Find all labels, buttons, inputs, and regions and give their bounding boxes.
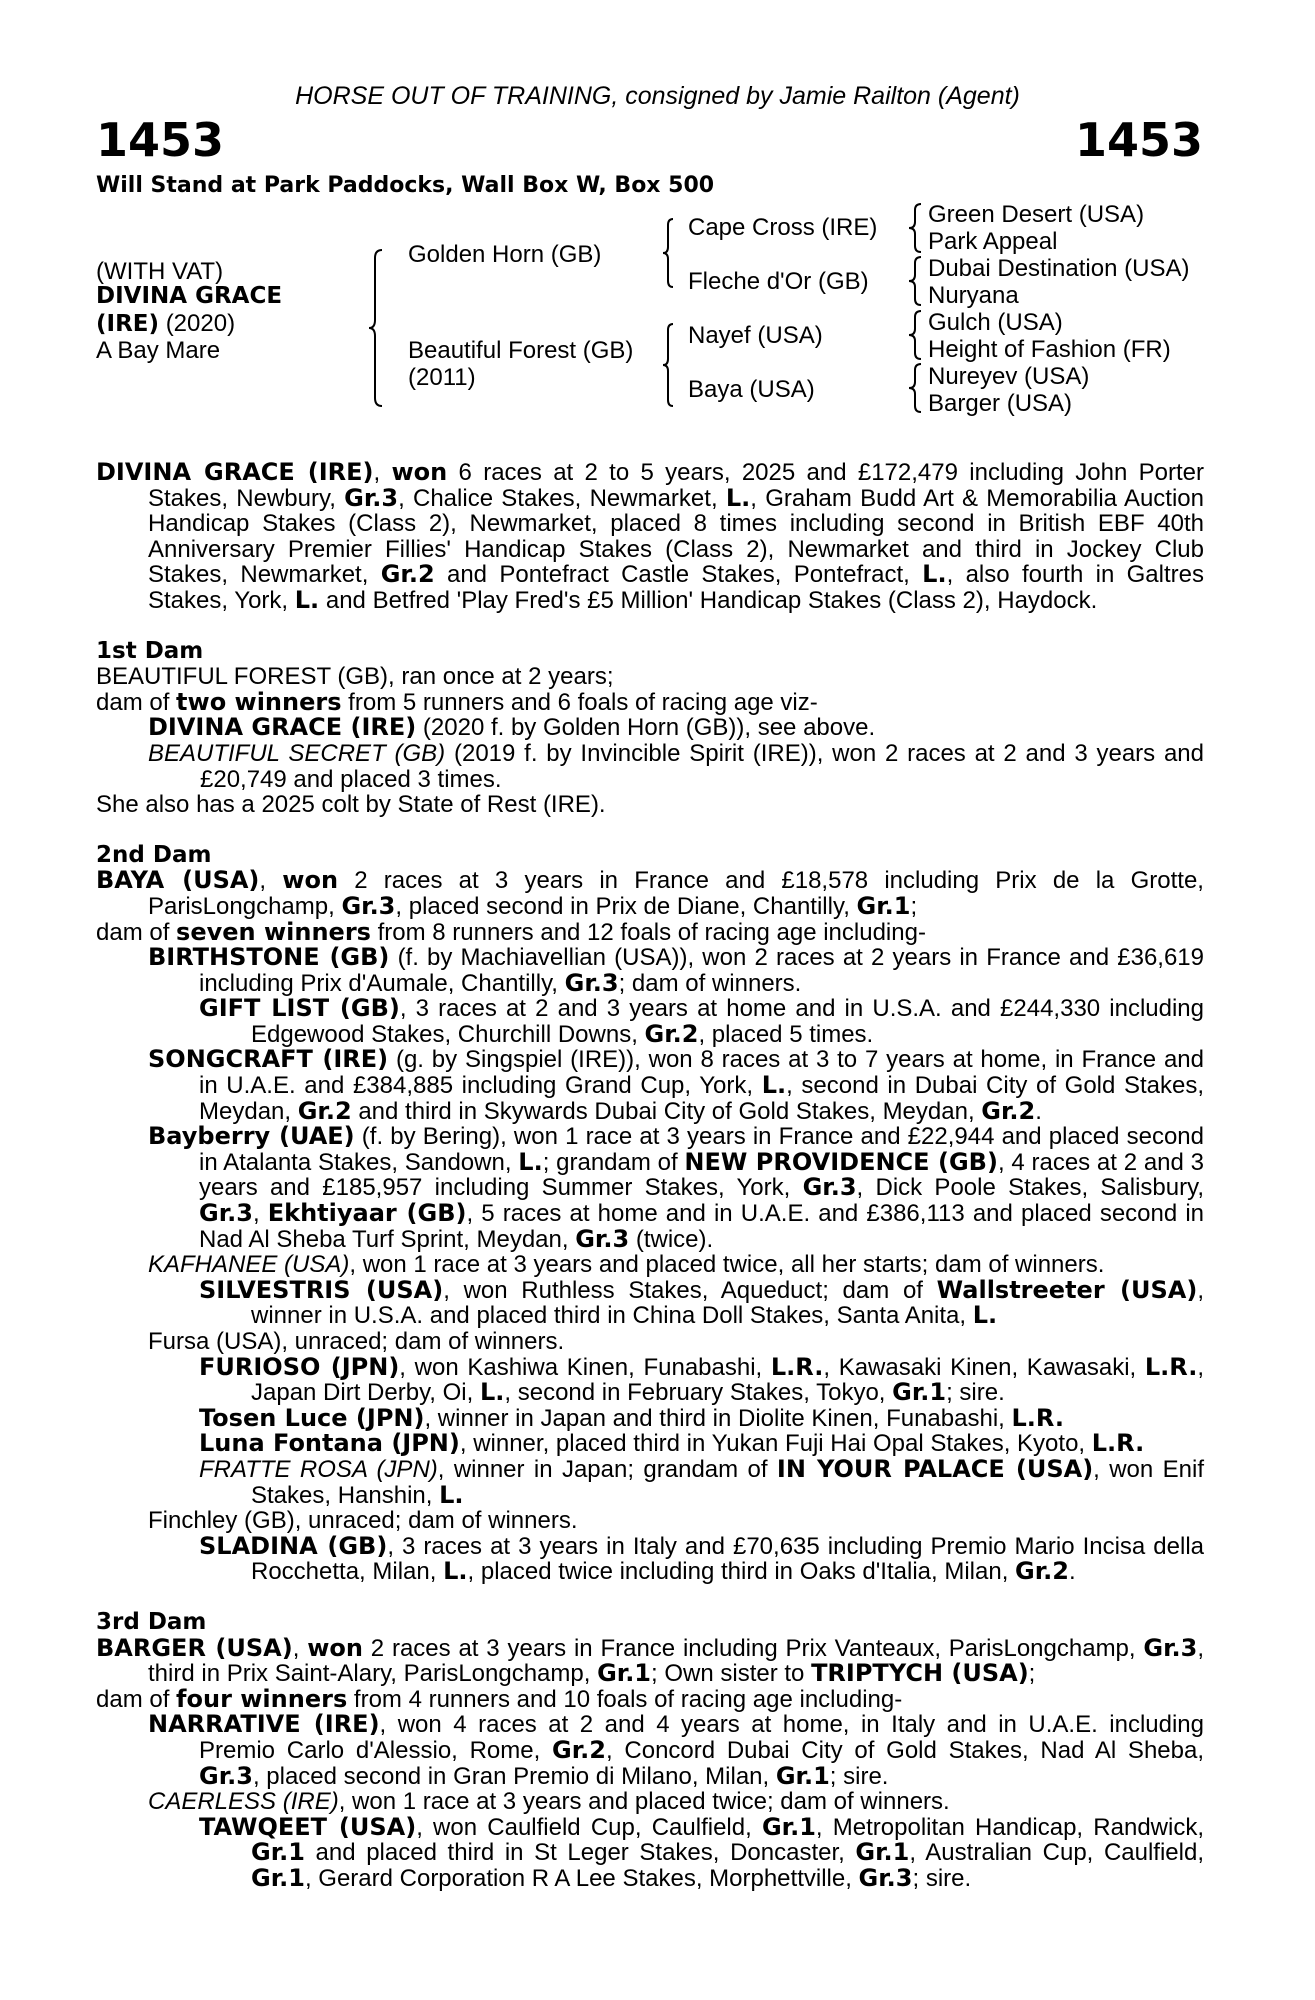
produce-divina-grace: DIVINA GRACE (IRE) (2020 f. by Golden Horn (GB)), see above. xyxy=(148,713,876,742)
first-dam-note: She also has a 2025 colt by State of Rest (IRE). xyxy=(96,791,606,819)
produce-kafhanee: KAFHANEE (USA), won 1 race at 3 years and placed twice, all her starts; dam of winners. xyxy=(148,1251,1105,1279)
horse-name: DIVINA GRACE xyxy=(96,283,283,309)
horse-country: (IRE) xyxy=(96,311,160,337)
pedigree-sire-dam: Fleche d'Or (GB) xyxy=(688,268,869,295)
horse-description: A Bay Mare xyxy=(96,337,221,364)
produce-silvestris: SILVESTRIS (USA), won Ruthless Stakes, Aqueduct; dam of Wallstreeter (USA), winner in U.S.A. and placed third in China Doll Stakes, Santa Anita, L. xyxy=(199,1275,1204,1330)
pedigree-brace-sd xyxy=(908,255,924,307)
lot-number-left: 1453 xyxy=(96,113,225,167)
pedigree-brace-sire xyxy=(662,217,676,289)
produce-birthstone: BIRTHSTONE (GB) (f. by Machiavellian (USA)), won 2 races at 2 years in France and £36,619 including Prix d'Aumale, Chantilly, Gr.3; dam of winners. xyxy=(148,943,1205,997)
pedigree-brace-dam xyxy=(662,322,676,408)
produce-songcraft: SONGCRAFT (IRE) (g. by Singspiel (IRE)), won 8 races at 3 to 7 years at home, in France and in U.A.E. and £384,885 including Grand Cup, York, L., second in Dubai City of Gold Stakes, Meydan, Gr.2 and third in Skywards Dubai City of Gold Stakes, Meydan, Gr.2. xyxy=(148,1045,1205,1125)
pedigree-brace-ss xyxy=(908,202,924,254)
pedigree-sire-sire: Cape Cross (IRE) xyxy=(688,214,878,241)
pedigree-sds: Dubai Destination (USA) xyxy=(928,255,1190,282)
horse-year: (2020) xyxy=(165,310,236,337)
horse-name-ref: DIVINA GRACE (IRE) xyxy=(96,458,374,486)
pedigree-brace-main xyxy=(368,248,388,408)
horse-summary: DIVINA GRACE (IRE), won 6 races at 2 to 5 years, 2025 and £172,479 including John Porter Stakes, Newbury, Gr.3, Chalice Stakes, Newmarket, L., Graham Budd Art & Memorabilia Auction Handicap Stakes (Class 2), Newmarket, placed 8 times including second in British EBF 40th Anniversary Premier Fillies' Handicap Stakes (Class 2), Newmarket and third in Jockey Club Stakes, Newmarket, Gr.2 and Pontefract Castle Stakes, Pontefract, L., also fourth in Galtres Stakes, York, L. and Betfred 'Play Fred's £5 Million' Handicap Stakes (Class 2), Haydock. xyxy=(96,458,1205,614)
produce-sladina: SLADINA (GB), 3 races at 3 years in Italy and £70,635 including Premio Mario Incisa della Rocchetta, Milan, L., placed twice including third in Oaks d'Italia, Milan, Gr.2. xyxy=(199,1531,1205,1586)
pedigree-dam-dam: Baya (USA) xyxy=(688,376,815,403)
lot-number-right: 1453 xyxy=(1074,113,1203,167)
produce-tawqeet: TAWQEET (USA), won Caulfield Cup, Caulfield, Gr.1, Metropolitan Handicap, Randwick, Gr.1 and placed third in St Leger Stakes, Doncaster, Gr.1, Australian Cup, Caulfield, Gr.1, Gerard Corporation R A Lee Stakes, Morphettville, Gr.3; sire. xyxy=(199,1812,1204,1892)
produce-fursa: Fursa (USA), unraced; dam of winners. xyxy=(148,1328,565,1355)
pedigree-sire: Golden Horn (GB) xyxy=(408,241,602,268)
first-dam-heading: 1st Dam xyxy=(96,637,204,664)
pedigree-dds: Nureyev (USA) xyxy=(928,363,1090,390)
pedigree-dss: Gulch (USA) xyxy=(928,309,1063,336)
produce-tosen-luce: Tosen Luce (JPN), winner in Japan and third in Diolite Kinen, Funabashi, L.R. xyxy=(199,1403,1064,1432)
produce-finchley: Finchley (GB), unraced; dam of winners. xyxy=(148,1507,578,1535)
produce-beautiful-secret: BEAUTIFUL SECRET (GB) (2019 f. by Invincible Spirit (IRE)), won 2 races at 2 and 3 years and £20,749 and placed 3 times. xyxy=(148,739,1204,793)
produce-furioso: FURIOSO (JPN), won Kashiwa Kinen, Funabashi, L.R., Kawasaki Kinen, Kawasaki, L.R., Japan Dirt Derby, Oi, L., second in February Stakes, Tokyo, Gr.1; sire. xyxy=(199,1352,1204,1407)
third-dam-produce-summary: dam of four winners from 4 runners and 10 foals of racing age including- xyxy=(96,1684,903,1713)
vat-label: (WITH VAT) xyxy=(96,258,224,285)
second-dam-heading: 2nd Dam xyxy=(96,841,212,868)
pedigree-brace-ds xyxy=(908,309,924,361)
produce-caerless: CAERLESS (IRE), won 1 race at 3 years and placed twice; dam of winners. xyxy=(148,1788,950,1816)
consignment-line: HORSE OUT OF TRAINING, consigned by Jamie Railton (Agent) xyxy=(295,82,1020,110)
second-dam-produce-summary: dam of seven winners from 8 runners and 12 foals of racing age including- xyxy=(96,917,926,946)
pedigree-dam-year: (2011) xyxy=(408,364,476,391)
pedigree-sdd: Nuryana xyxy=(928,282,1019,309)
pedigree-dam: Beautiful Forest (GB) xyxy=(408,337,634,364)
pedigree-sss: Green Desert (USA) xyxy=(928,201,1145,228)
stand-location: Will Stand at Park Paddocks, Wall Box W, Box 500 xyxy=(96,173,715,198)
first-dam-record: BEAUTIFUL FOREST (GB), ran once at 2 years; xyxy=(96,663,614,691)
produce-bayberry: Bayberry (UAE) (f. by Bering), won 1 race at 3 years in France and £22,944 and placed second in Atalanta Stakes, Sandown, L.; grandam of NEW PROVIDENCE (GB), 4 races at 2 and 3 years and £185,957 including Summer Stakes, York, Gr.3, Dick Poole Stakes, Salisbury, Gr.3, Ekhtiyaar (GB), 5 races at home and in U.A.E. and £386,113 and placed second in Nad Al Sheba Turf Sprint, Meydan, Gr.3 (twice). xyxy=(148,1122,1205,1253)
first-dam-produce-summary: dam of two winners from 5 runners and 6 foals of racing age viz- xyxy=(96,687,818,716)
third-dam-record: BARGER (USA), won 2 races at 3 years in France including Prix Vanteaux, ParisLongchamp, Gr.3, third in Prix Saint-Alary, ParisLongchamp, Gr.1; Own sister to TRIPTYCH (USA); xyxy=(96,1633,1205,1688)
pedigree-ddd: Barger (USA) xyxy=(928,390,1073,417)
produce-narrative: NARRATIVE (IRE), won 4 races at 2 and 4 years at home, in Italy and in U.A.E. including Premio Carlo d'Alessio, Rome, Gr.2, Concord Dubai City of Gold Stakes, Nad Al Sheba, Gr.3, placed second in Gran Premio di Milano, Milan, Gr.1; sire. xyxy=(148,1710,1204,1790)
pedigree-dsd: Height of Fashion (FR) xyxy=(928,336,1171,363)
pedigree-ssd: Park Appeal xyxy=(928,228,1058,255)
catalogue-body xyxy=(96,460,1204,1891)
pedigree-brace-dd xyxy=(908,362,924,414)
pedigree-dam-sire: Nayef (USA) xyxy=(688,322,823,349)
produce-luna-fontana: Luna Fontana (JPN), winner, placed third in Yukan Fuji Hai Opal Stakes, Kyoto, L.R. xyxy=(199,1429,1145,1458)
horse-origin xyxy=(96,310,235,338)
second-dam-record: BAYA (USA), won 2 races at 3 years in France and £18,578 including Prix de la Grotte, ParisLongchamp, Gr.3, placed second in Prix de Diane, Chantilly, Gr.1; xyxy=(96,866,1204,920)
produce-gift-list: GIFT LIST (GB), 3 races at 2 and 3 years at home and in U.S.A. and £244,330 including Edgewood Stakes, Churchill Downs, Gr.2, placed 5 times. xyxy=(199,994,1205,1048)
third-dam-heading: 3rd Dam xyxy=(96,1608,207,1635)
produce-fratte-rosa: FRATTE ROSA (JPN), winner in Japan; grandam of IN YOUR PALACE (USA), won Enif Stakes, Hanshin, L. xyxy=(199,1454,1204,1509)
